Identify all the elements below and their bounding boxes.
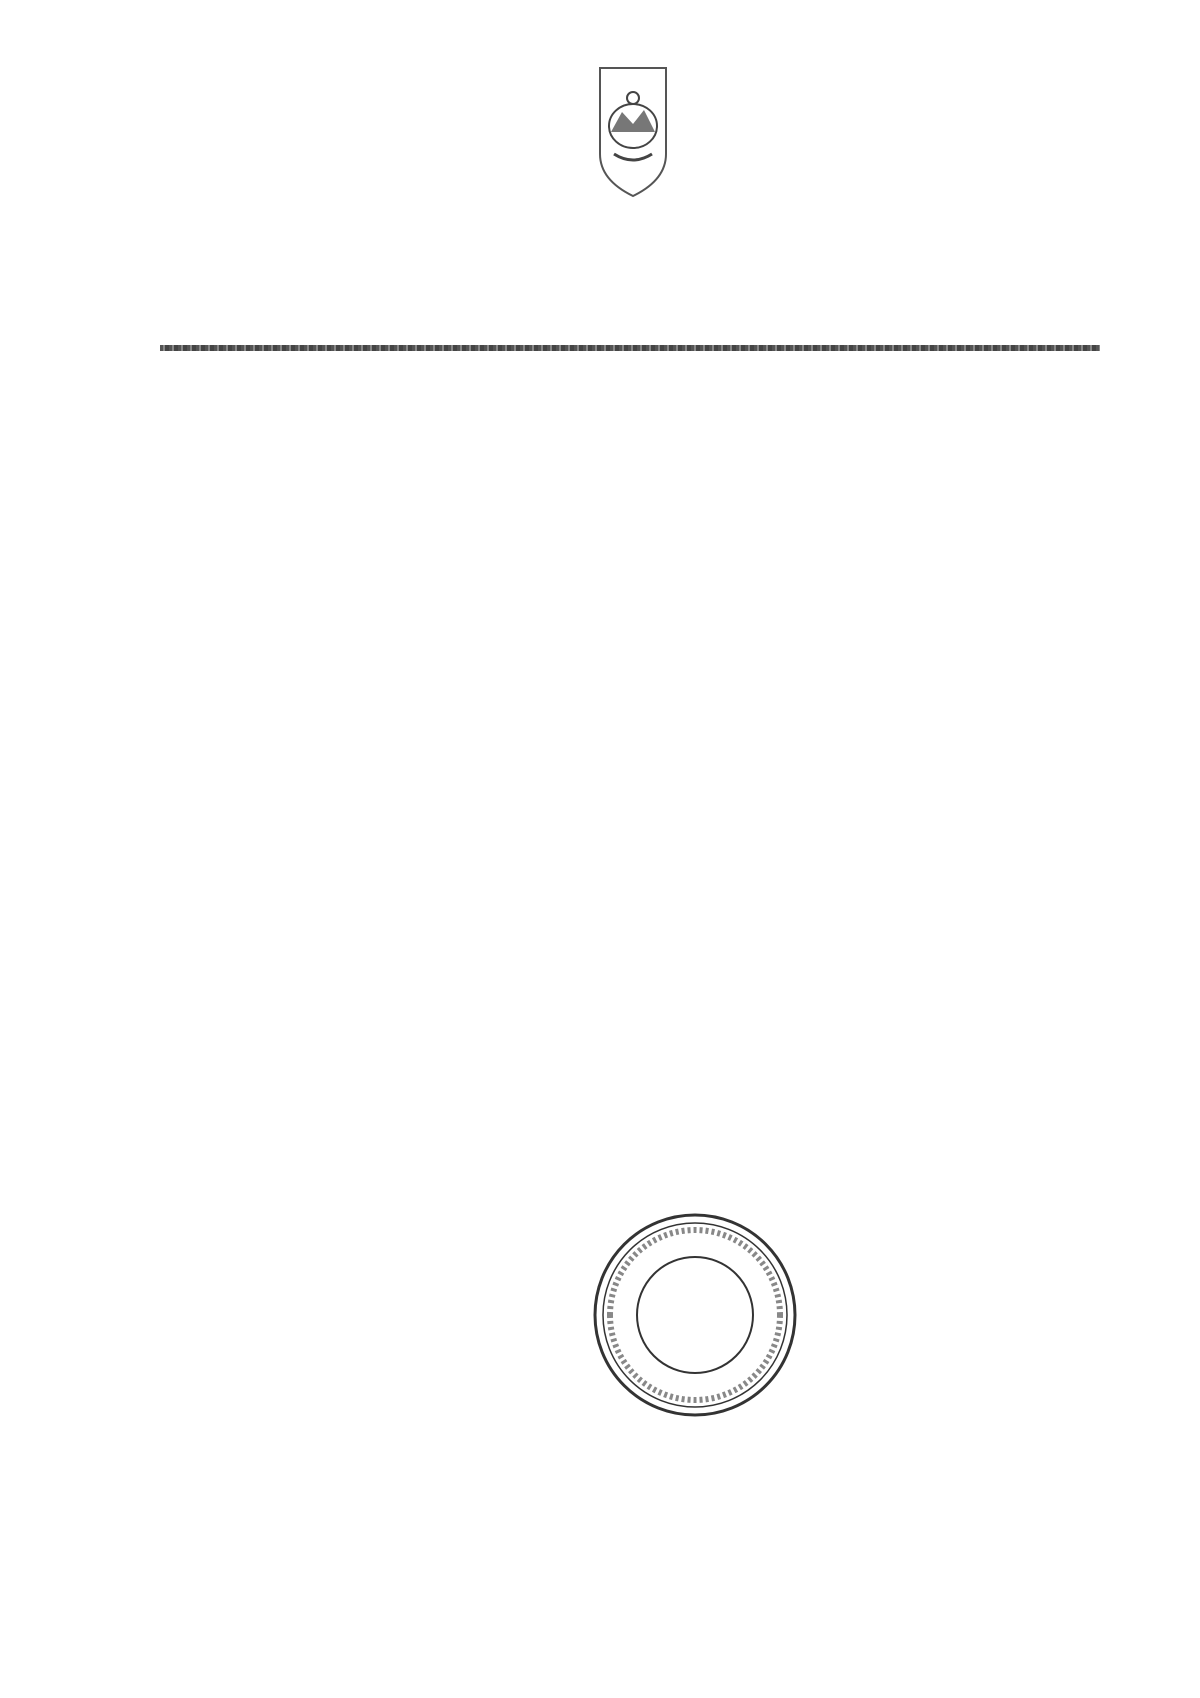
header-divider	[160, 345, 1100, 351]
official-seal-icon	[590, 1210, 800, 1420]
coat-of-arms-icon	[592, 62, 674, 202]
